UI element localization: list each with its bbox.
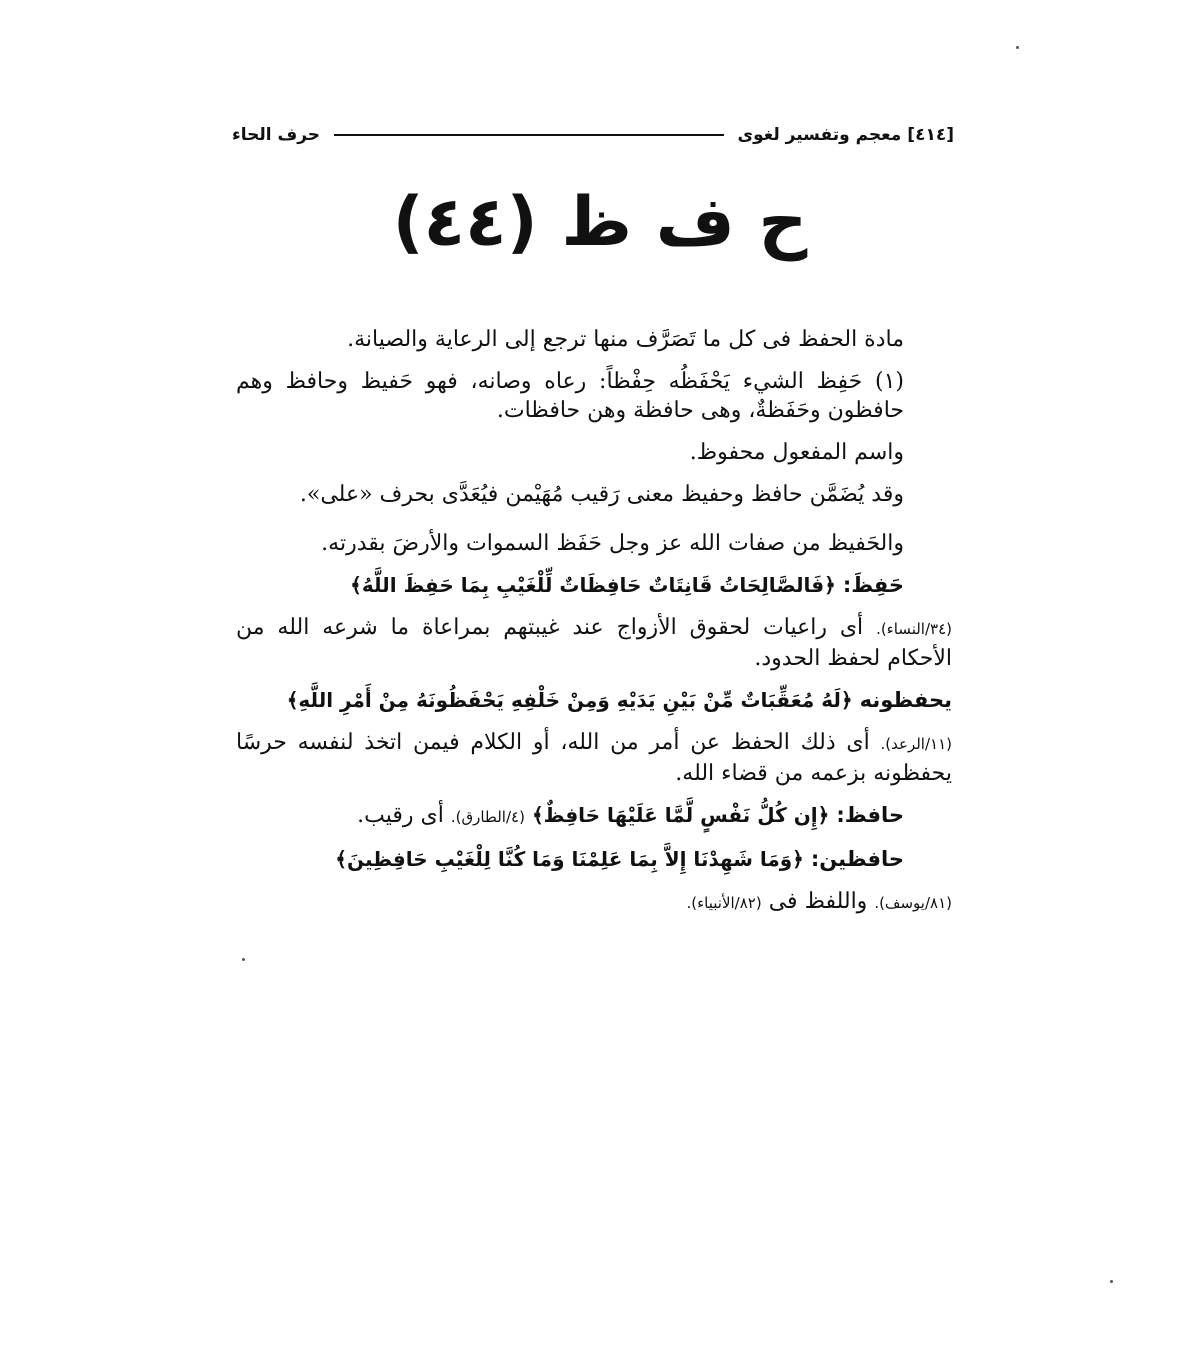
- book-title: معجم وتفسير لغوى: [737, 125, 902, 145]
- entry-body: [236, 325, 952, 931]
- running-header: [232, 120, 954, 150]
- header-rule: [334, 134, 724, 136]
- verse-reference: (٣٤/النساء).: [876, 620, 952, 638]
- paragraph-text: وقد يُضَمَّن حافظ وحفيظ معنى رَقيب مُهَيْمن فيُعَدَّى بحرف «على».: [299, 482, 904, 507]
- verse-reference: (٤/الطارق).: [450, 808, 525, 826]
- entry-hafiz: [236, 801, 952, 832]
- paragraph-transitive: [236, 480, 952, 509]
- scan-speck: [242, 958, 245, 961]
- entry-yahfazunahu: [236, 686, 952, 715]
- lemma: حافظين:: [810, 847, 904, 871]
- verse-reference: (١١/الرعد).: [880, 735, 952, 753]
- section-title: حرف الحاء: [232, 125, 321, 145]
- paragraph-text: أى ذلك الحفظ عن أمر من الله، أو الكلام فيمن اتخذ لنفسه حرسًا يحفظونه بزعمه من قضاء الله.: [236, 730, 952, 786]
- verse-reference: (٨٢/الأنبياء).: [686, 894, 762, 912]
- paragraph-text: والحَفيظ من صفات الله عز وجل حَفَظ السموات والأرضَ بقدرته.: [321, 531, 904, 556]
- scan-speck: [1110, 1280, 1113, 1283]
- entry-yahfazunahu-gloss: [236, 728, 952, 788]
- quran-verse: ﴿وَمَا شَهِدْنَا إِلاَّ بِمَا عَلِمْنَا وَمَا كُنَّا لِلْغَيْبِ حَافِظِينَ﴾: [335, 847, 804, 871]
- paragraph-passive: [236, 438, 952, 467]
- page-number: [٤١٤]: [907, 125, 954, 145]
- paragraph-text: (١) حَفِظ الشيء يَحْفَظُه حِفْظاً: رعاه وصانه، فهو حَفيظ وحافظ وهم حافظون وحَفَظةٌ، وهى حافظة وهن حافظات.: [236, 369, 904, 423]
- quran-verse: ﴿لَهُ مُعَقِّبَاتٌ مِّنْ بَيْنِ يَدَيْهِ وَمِنْ خَلْفِهِ يَحْفَظُونَهُ مِنْ أَمْرِ اللَّهِ﴾: [286, 688, 853, 712]
- paragraph-text: أى رقيب.: [357, 803, 444, 828]
- paragraph-text: واسم المفعول محفوظ.: [689, 440, 904, 465]
- scan-speck: [1016, 46, 1019, 49]
- paragraph-text: واللفظ فى: [768, 889, 868, 914]
- paragraph-text: مادة الحفظ فى كل ما تَصَرَّف منها ترجع إلى الرعاية والصيانة.: [347, 327, 904, 352]
- paragraph-definition: [236, 367, 952, 425]
- lemma: يحفظونه: [859, 688, 952, 712]
- entry-hafizin: [236, 845, 952, 874]
- lemma: حافظ:: [836, 803, 904, 827]
- lemma: حَفِظَ:: [842, 573, 904, 597]
- entry-hafiza-gloss: [236, 613, 952, 673]
- paragraph-divine-attribute: [236, 529, 952, 558]
- paragraph-intro: [236, 325, 952, 354]
- entry-hafiza: [236, 571, 952, 600]
- verse-reference: (٨١/يوسف).: [874, 894, 952, 912]
- paragraph-text: أى راعيات لحقوق الأزواج عند غيبتهم بمراعاة ما شرعه الله من الأحكام لحفظ الحدود.: [236, 615, 952, 671]
- quran-verse: ﴿إِن كُلُّ نَفْسٍ لَّمَّا عَلَيْهَا حَافِظٌ﴾: [531, 803, 830, 827]
- quran-verse: ﴿فَالصَّالِحَاتُ قَانِتَاتٌ حَافِظَاتٌ لِّلْغَيْبِ بِمَا حَفِظَ اللَّهُ﴾: [350, 573, 836, 597]
- entry-hafizin-refs: [236, 887, 952, 918]
- entry-title: ح ف ظ (٤٤): [392, 183, 808, 262]
